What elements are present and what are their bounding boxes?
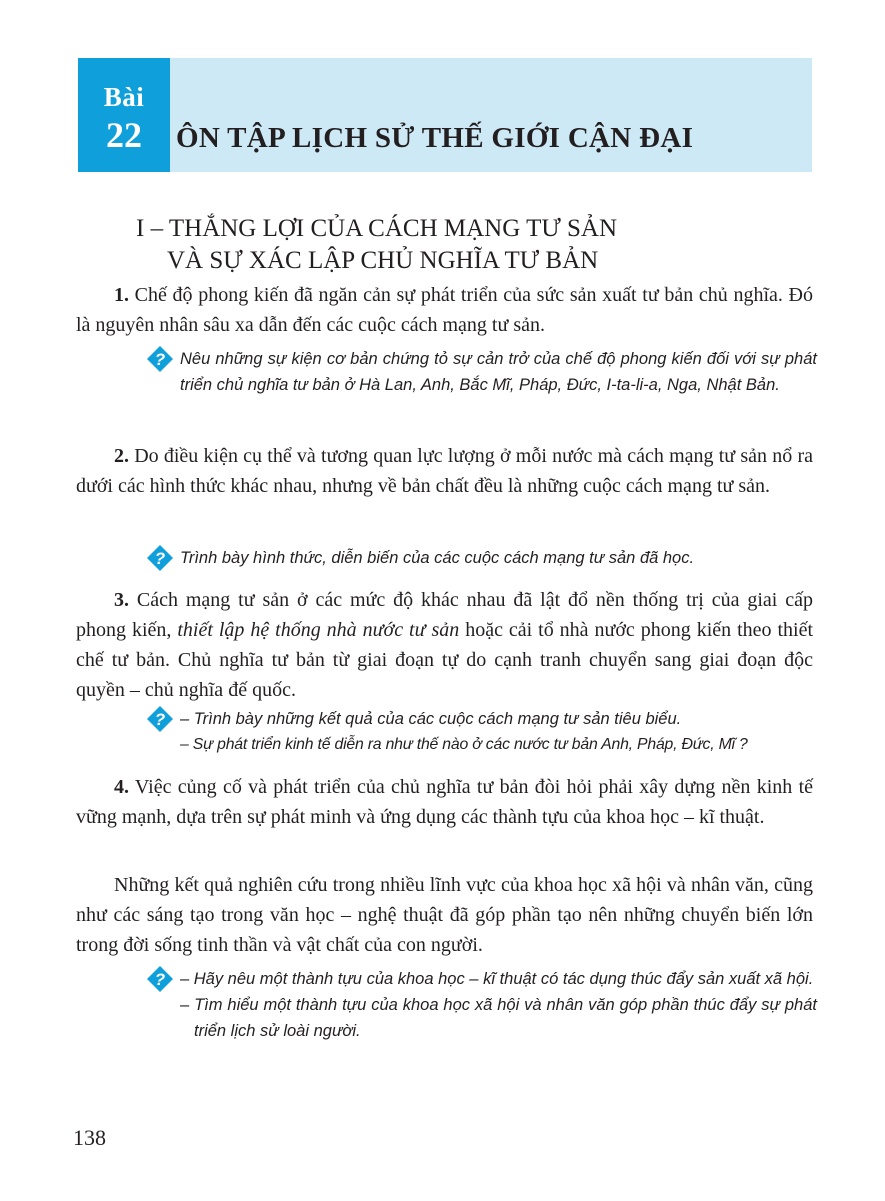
paragraph-1 [76,280,813,340]
question-diamond-icon [147,545,171,569]
paragraph-number: 2. [114,445,129,467]
paragraph-text: Những kết quả nghiên cứu trong nhiều lĩnh vực của khoa học xã hội và nhân văn, cũng như các sáng tạo trong văn học – nghệ thuật đã góp phần tạo nên những chuyển biến lớn trong đời sống tinh thần và vật chất của con người. [76,874,813,956]
svg-text:?: ? [154,970,166,989]
paragraph-text: Chế độ phong kiến đã ngăn cản sự phát triển của sức sản xuất tư bản chủ nghĩa. Đó là nguyên nhân sâu xa dẫn đến các cuộc cách mạng tư sản. [76,284,813,336]
paragraph-text: Do điều kiện cụ thể và tương quan lực lượng ở mỗi nước mà cách mạng tư sản nổ ra dưới các hình thức khác nhau, nhưng về bản chất đều là những cuộc cách mạng tư sản. [76,445,813,497]
question-item: – Hãy nêu một thành tựu của khoa học – kĩ thuật có tác dụng thúc đẩy sản xuất xã hội. [180,970,814,988]
page-number: 138 [73,1125,106,1150]
question-item: – Sự phát triển kinh tế diễn ra như thế nào ở các nước tư bản Anh, Pháp, Đức, Mĩ ? [180,736,748,753]
svg-text:?: ? [154,549,166,568]
question-2 [147,545,817,571]
paragraph-text: Việc củng cố và phát triển của chủ nghĩa tư bản đòi hỏi phải xây dựng nền kinh tế vững mạnh, dựa trên sự phát minh và ứng dụng các thành tựu của khoa học – kĩ thuật. [76,776,813,828]
lesson-number: 22 [106,115,142,155]
paragraph-number: 1. [114,284,129,306]
paragraph-text: hoặc cải tổ nhà nước phong kiến theo thiết chế tư bản. Chủ nghĩa tư bản từ giai đoạn tự do cạnh tranh chuyển sang giai đoạn độc quyền – chủ nghĩa đế quốc. [76,619,814,701]
section-heading [136,213,617,277]
question-item: – Tìm hiểu một thành tựu của khoa học xã hội và nhân văn góp phần thúc đẩy sự phát triển lịch sử loài người. [180,996,817,1040]
paragraph-5 [76,870,813,960]
lesson-word: Bài [103,82,145,112]
paragraph-emphasis: thiết lập hệ thống nhà nước tư sản [177,619,460,641]
svg-text:?: ? [154,710,166,729]
question-3 [147,706,817,758]
paragraph-3 [76,585,813,705]
question-diamond-icon [147,706,171,730]
section-heading-line2: VÀ SỰ XÁC LẬP CHỦ NGHĨA TƯ BẢN [167,247,599,274]
svg-text:?: ? [154,350,166,369]
paragraph-4 [76,772,813,832]
question-diamond-icon [147,966,171,990]
paragraph-number: 4. [114,776,129,798]
question-4 [147,966,817,1044]
question-text [180,966,817,1044]
section-heading-line1: I – THẮNG LỢI CỦA CÁCH MẠNG TƯ SẢN [136,215,617,242]
question-text: Nêu những sự kiện cơ bản chứng tỏ sự cản trở của chế độ phong kiến đối với sự phát triển chủ nghĩa tư bản ở Hà Lan, Anh, Bắc Mĩ, Pháp, Đức, I-ta-li-a, Nga, Nhật Bản. [180,350,817,394]
paragraph-2 [76,441,813,501]
lesson-title: ÔN TẬP LỊCH SỬ THẾ GIỚI CẬN ĐẠI [176,122,694,154]
question-item: – Trình bày những kết quả của các cuộc cách mạng tư sản tiêu biểu. [180,710,682,728]
question-text: Trình bày hình thức, diễn biến của các cuộc cách mạng tư sản đã học. [180,549,695,567]
lesson-badge [78,58,170,172]
question-text [180,706,817,758]
paragraph-text: Cách mạng tư sản ở các mức độ khác nhau đã lật đổ nền thống trị của giai cấp phong kiến, [76,589,813,641]
question-1 [147,346,817,398]
question-diamond-icon [147,346,171,370]
paragraph-number: 3. [114,589,129,611]
